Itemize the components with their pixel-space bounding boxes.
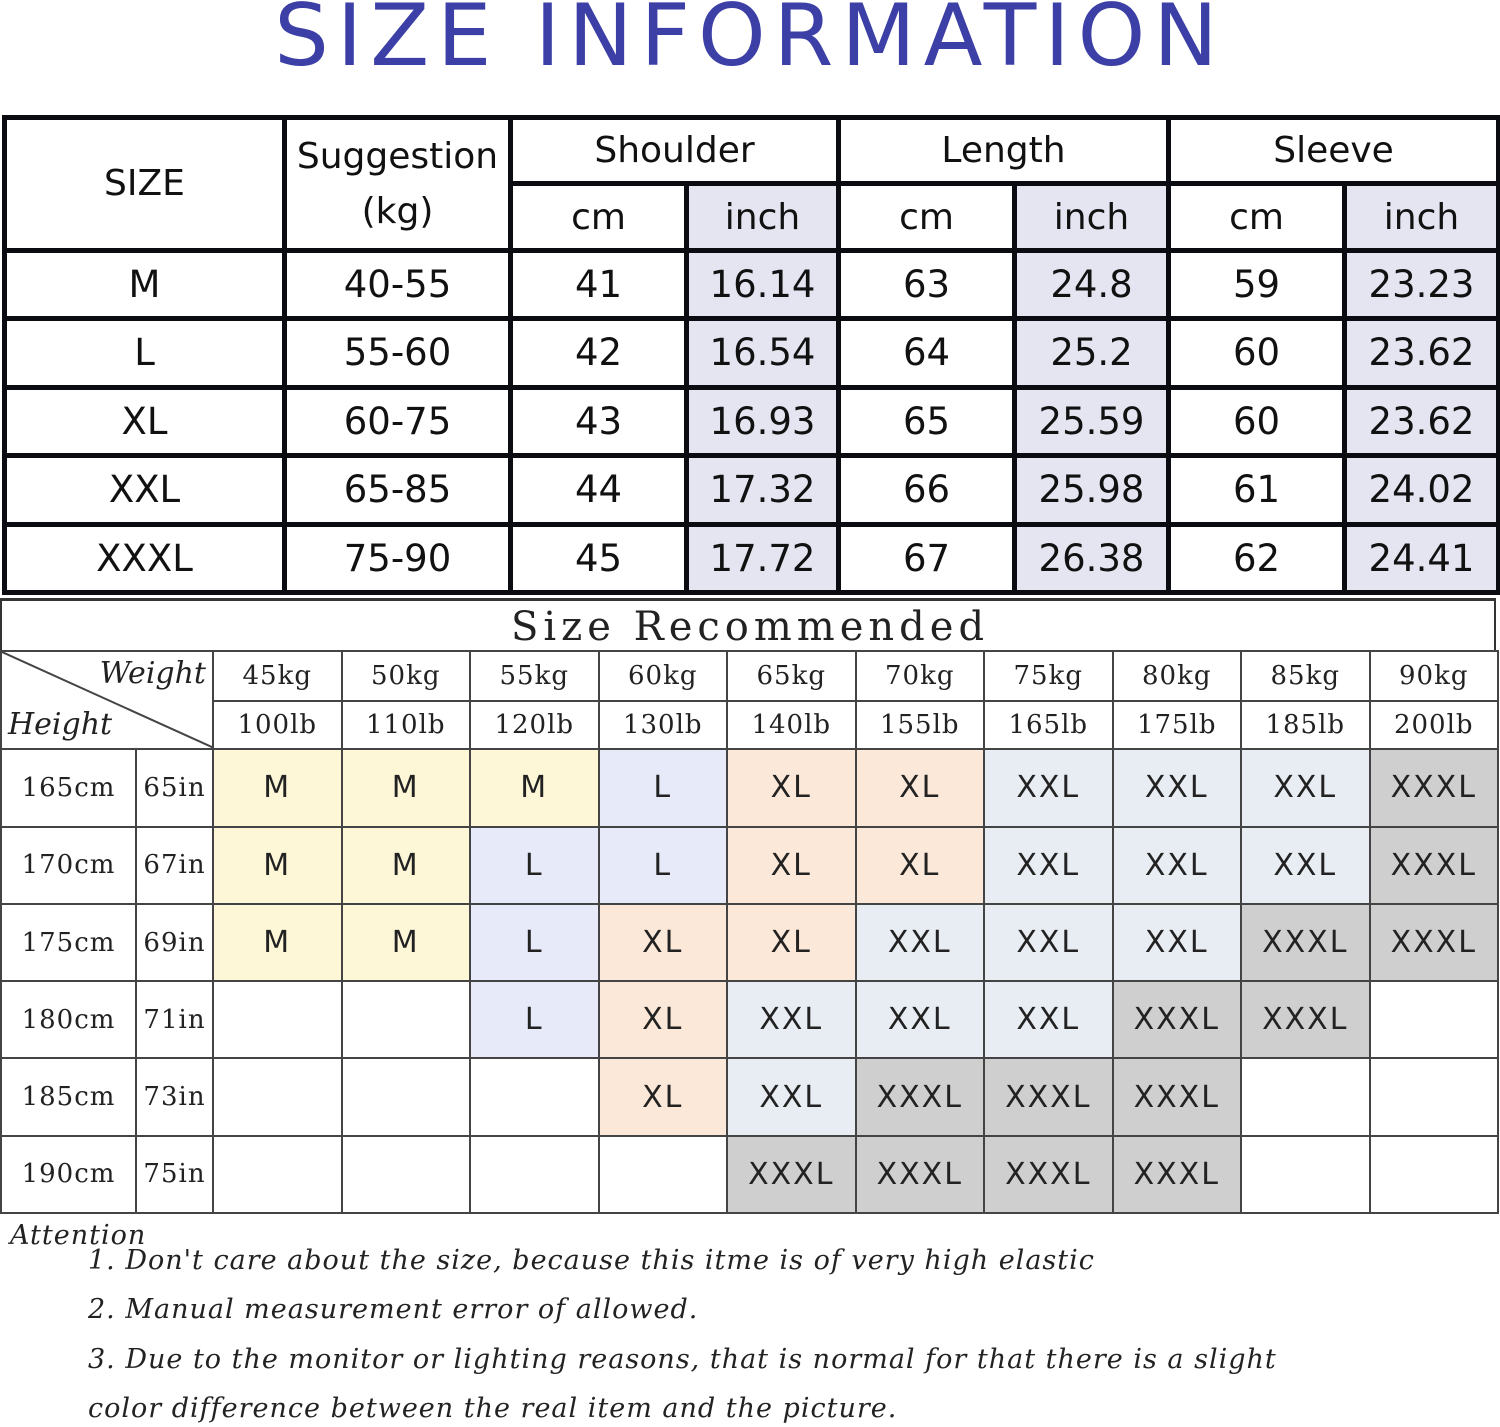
recommend-cell bbox=[470, 1058, 599, 1135]
weight-lb-header: 100lb bbox=[213, 701, 342, 749]
recommend-cell: XXL bbox=[727, 981, 856, 1058]
recommend-cell bbox=[599, 1136, 728, 1213]
size-cell-shoulder-in: 16.93 bbox=[687, 387, 839, 455]
size-cell-length-in: 25.98 bbox=[1015, 456, 1169, 524]
size-cell-length-cm: 63 bbox=[839, 250, 1015, 318]
weight-lb-header: 175lb bbox=[1113, 701, 1242, 749]
size-cell-length-cm: 67 bbox=[839, 524, 1015, 592]
size-table bbox=[2, 115, 1500, 595]
height-row bbox=[1, 1136, 1498, 1213]
weight-lb-header: 130lb bbox=[599, 701, 728, 749]
size-cell-kg: 75-90 bbox=[285, 524, 511, 592]
height-row bbox=[1, 749, 1498, 826]
recommend-cell: XL bbox=[727, 904, 856, 981]
header-size: SIZE bbox=[5, 118, 285, 251]
height-in-label: 67in bbox=[136, 827, 213, 904]
weight-lb-header: 110lb bbox=[342, 701, 471, 749]
recommend-cell: XL bbox=[727, 827, 856, 904]
recommend-cell: XXL bbox=[856, 981, 985, 1058]
size-cell-shoulder-cm: 42 bbox=[511, 319, 687, 387]
weight-kg-header: 85kg bbox=[1241, 651, 1370, 701]
recommend-cell: M bbox=[470, 749, 599, 826]
size-cell-sleeve-cm: 60 bbox=[1169, 319, 1345, 387]
size-cell-shoulder-in: 16.14 bbox=[687, 250, 839, 318]
size-row bbox=[5, 319, 1499, 387]
weight-kg-header: 75kg bbox=[984, 651, 1113, 701]
recommend-cell: XL bbox=[856, 827, 985, 904]
header-shoulder: Shoulder bbox=[511, 118, 839, 184]
recommend-table bbox=[0, 650, 1499, 1214]
recommend-cell: XXL bbox=[856, 904, 985, 981]
weight-lb-header: 120lb bbox=[470, 701, 599, 749]
weight-kg-header: 60kg bbox=[599, 651, 728, 701]
recommend-cell: L bbox=[470, 981, 599, 1058]
recommend-cell: XXL bbox=[984, 981, 1113, 1058]
recommend-cell: XXL bbox=[984, 904, 1113, 981]
weight-height-corner bbox=[1, 651, 213, 749]
recommend-cell: L bbox=[599, 749, 728, 826]
header-suggestion-line2: (kg) bbox=[361, 190, 434, 232]
size-cell-length-in: 24.8 bbox=[1015, 250, 1169, 318]
weight-label: Weight bbox=[99, 656, 206, 691]
header-shoulder-cm: cm bbox=[511, 184, 687, 250]
weight-lb-header: 155lb bbox=[856, 701, 985, 749]
page-title: SIZE INFORMATION bbox=[274, 0, 1226, 86]
recommend-cell: XXXL bbox=[984, 1058, 1113, 1135]
size-cell-kg: 40-55 bbox=[285, 250, 511, 318]
recommend-cell: XL bbox=[599, 981, 728, 1058]
weight-kg-header: 70kg bbox=[856, 651, 985, 701]
recommend-cell: XXL bbox=[727, 1058, 856, 1135]
recommend-cell: XL bbox=[727, 749, 856, 826]
size-cell-shoulder-in: 17.32 bbox=[687, 456, 839, 524]
size-cell-kg: 65-85 bbox=[285, 456, 511, 524]
size-cell-size: L bbox=[5, 319, 285, 387]
height-row bbox=[1, 981, 1498, 1058]
size-row bbox=[5, 250, 1499, 318]
size-cell-sleeve-in: 23.23 bbox=[1345, 250, 1499, 318]
height-cm-label: 185cm bbox=[1, 1058, 136, 1135]
size-cell-sleeve-cm: 62 bbox=[1169, 524, 1345, 592]
recommend-cell: XXXL bbox=[1113, 1058, 1242, 1135]
height-in-label: 65in bbox=[136, 749, 213, 826]
recommend-cell: XXL bbox=[1241, 749, 1370, 826]
recommend-cell: M bbox=[213, 749, 342, 826]
size-row bbox=[5, 456, 1499, 524]
size-cell-size: XXL bbox=[5, 456, 285, 524]
recommend-cell bbox=[213, 1058, 342, 1135]
size-cell-shoulder-cm: 44 bbox=[511, 456, 687, 524]
recommend-cell: XL bbox=[599, 1058, 728, 1135]
recommend-cell: M bbox=[342, 827, 471, 904]
recommend-cell bbox=[1370, 1136, 1499, 1213]
height-in-label: 71in bbox=[136, 981, 213, 1058]
recommend-cell bbox=[213, 981, 342, 1058]
weight-lb-header: 200lb bbox=[1370, 701, 1499, 749]
height-in-label: 75in bbox=[136, 1136, 213, 1213]
size-cell-size: XL bbox=[5, 387, 285, 455]
weight-kg-header: 80kg bbox=[1113, 651, 1242, 701]
recommend-cell: M bbox=[342, 749, 471, 826]
size-cell-length-cm: 66 bbox=[839, 456, 1015, 524]
recommend-cell: XXXL bbox=[856, 1136, 985, 1213]
recommend-cell: L bbox=[470, 904, 599, 981]
recommend-cell: XXL bbox=[1113, 749, 1242, 826]
height-cm-label: 190cm bbox=[1, 1136, 136, 1213]
size-cell-length-in: 25.59 bbox=[1015, 387, 1169, 455]
recommend-cell: L bbox=[470, 827, 599, 904]
recommend-cell: L bbox=[599, 827, 728, 904]
size-cell-length-in: 25.2 bbox=[1015, 319, 1169, 387]
size-cell-kg: 60-75 bbox=[285, 387, 511, 455]
size-cell-sleeve-in: 23.62 bbox=[1345, 387, 1499, 455]
recommend-cell bbox=[1370, 1058, 1499, 1135]
height-label: Height bbox=[8, 707, 113, 743]
size-cell-length-in: 26.38 bbox=[1015, 524, 1169, 592]
recommend-cell: XL bbox=[856, 749, 985, 826]
weight-lb-header: 185lb bbox=[1241, 701, 1370, 749]
size-cell-size: M bbox=[5, 250, 285, 318]
recommend-cell: M bbox=[342, 904, 471, 981]
attention-line-3: 3. Due to the monitor or lighting reasons, that is normal for that there is a slight bbox=[88, 1344, 1277, 1375]
recommend-cell: XXL bbox=[984, 749, 1113, 826]
recommend-cell: XXXL bbox=[856, 1058, 985, 1135]
attention-line-4: color difference between the real item and the picture. bbox=[88, 1393, 898, 1424]
recommend-cell: XXXL bbox=[984, 1136, 1113, 1213]
size-cell-shoulder-in: 17.72 bbox=[687, 524, 839, 592]
height-row bbox=[1, 1058, 1498, 1135]
recommend-cell bbox=[1241, 1058, 1370, 1135]
recommend-cell: XXXL bbox=[1370, 827, 1499, 904]
header-sleeve-cm: cm bbox=[1169, 184, 1345, 250]
weight-kg-header: 90kg bbox=[1370, 651, 1499, 701]
header-suggestion-line1: Suggestion bbox=[296, 135, 499, 177]
attention-line-2: 2. Manual measurement error of allowed. bbox=[88, 1294, 699, 1325]
recommend-cell bbox=[470, 1136, 599, 1213]
weight-lb-header: 140lb bbox=[727, 701, 856, 749]
recommend-cell: XXL bbox=[1241, 827, 1370, 904]
size-row bbox=[5, 524, 1499, 592]
recommend-cell: XXXL bbox=[727, 1136, 856, 1213]
recommend-cell: XXXL bbox=[1241, 904, 1370, 981]
recommend-cell bbox=[1241, 1136, 1370, 1213]
attention-heading: Attention bbox=[10, 1220, 147, 1251]
header-sleeve: Sleeve bbox=[1169, 118, 1499, 184]
header-length-cm: cm bbox=[839, 184, 1015, 250]
size-cell-shoulder-in: 16.54 bbox=[687, 319, 839, 387]
recommend-cell: XXXL bbox=[1113, 1136, 1242, 1213]
header-shoulder-inch: inch bbox=[687, 184, 839, 250]
weight-kg-header: 65kg bbox=[727, 651, 856, 701]
weight-kg-header: 55kg bbox=[470, 651, 599, 701]
weight-kg-header: 45kg bbox=[213, 651, 342, 701]
recommend-cell bbox=[342, 981, 471, 1058]
attention-line-1: 1. Don't care about the size, because this itme is of very high elastic bbox=[88, 1245, 1095, 1276]
recommend-cell bbox=[213, 1136, 342, 1213]
weight-kg-header: 50kg bbox=[342, 651, 471, 701]
header-length: Length bbox=[839, 118, 1169, 184]
recommend-cell: M bbox=[213, 904, 342, 981]
size-cell-kg: 55-60 bbox=[285, 319, 511, 387]
recommend-cell bbox=[342, 1136, 471, 1213]
size-cell-size: XXXL bbox=[5, 524, 285, 592]
recommend-cell: XL bbox=[599, 904, 728, 981]
recommend-cell: M bbox=[213, 827, 342, 904]
header-sleeve-inch: inch bbox=[1345, 184, 1499, 250]
recommend-cell bbox=[1370, 981, 1499, 1058]
recommend-cell: XXL bbox=[1113, 827, 1242, 904]
recommend-cell: XXXL bbox=[1241, 981, 1370, 1058]
recommend-cell: XXL bbox=[1113, 904, 1242, 981]
height-in-label: 69in bbox=[136, 904, 213, 981]
size-cell-sleeve-in: 23.62 bbox=[1345, 319, 1499, 387]
header-length-inch: inch bbox=[1015, 184, 1169, 250]
size-cell-shoulder-cm: 43 bbox=[511, 387, 687, 455]
size-cell-sleeve-cm: 60 bbox=[1169, 387, 1345, 455]
height-cm-label: 180cm bbox=[1, 981, 136, 1058]
recommend-cell: XXXL bbox=[1370, 749, 1499, 826]
size-cell-shoulder-cm: 41 bbox=[511, 250, 687, 318]
height-row bbox=[1, 827, 1498, 904]
recommend-cell: XXL bbox=[984, 827, 1113, 904]
size-cell-sleeve-in: 24.41 bbox=[1345, 524, 1499, 592]
height-cm-label: 165cm bbox=[1, 749, 136, 826]
recommend-title: Size Recommended bbox=[510, 604, 990, 650]
recommend-cell: XXXL bbox=[1370, 904, 1499, 981]
recommend-cell bbox=[342, 1058, 471, 1135]
height-cm-label: 170cm bbox=[1, 827, 136, 904]
header-suggestion bbox=[285, 118, 511, 251]
height-in-label: 73in bbox=[136, 1058, 213, 1135]
size-cell-length-cm: 65 bbox=[839, 387, 1015, 455]
size-row bbox=[5, 387, 1499, 455]
size-cell-length-cm: 64 bbox=[839, 319, 1015, 387]
height-cm-label: 175cm bbox=[1, 904, 136, 981]
size-cell-sleeve-cm: 59 bbox=[1169, 250, 1345, 318]
weight-lb-header: 165lb bbox=[984, 701, 1113, 749]
size-cell-shoulder-cm: 45 bbox=[511, 524, 687, 592]
size-cell-sleeve-cm: 61 bbox=[1169, 456, 1345, 524]
height-row bbox=[1, 904, 1498, 981]
recommend-cell: XXXL bbox=[1113, 981, 1242, 1058]
size-cell-sleeve-in: 24.02 bbox=[1345, 456, 1499, 524]
